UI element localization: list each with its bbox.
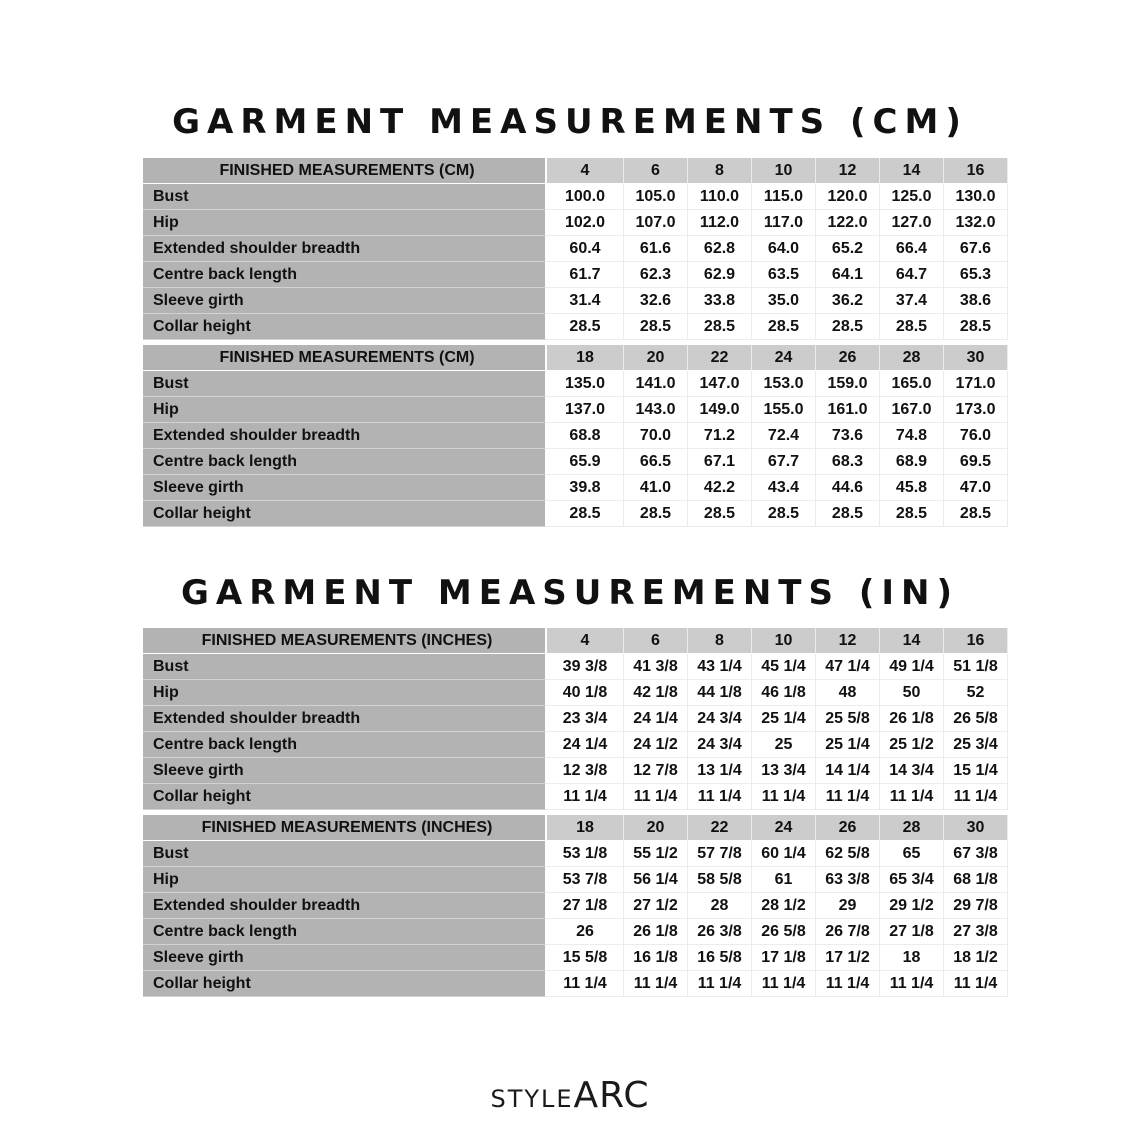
- measurement-cell: 11 1/4: [880, 971, 944, 997]
- measurement-cell: 63 3/8: [816, 867, 880, 893]
- size-header-cell: 24: [752, 345, 816, 371]
- measurement-cell: 44.6: [816, 475, 880, 501]
- measurement-cell: 100.0: [547, 184, 624, 210]
- measurement-cell: 32.6: [624, 288, 688, 314]
- row-label: Hip: [143, 397, 547, 423]
- measurement-cell: 147.0: [688, 371, 752, 397]
- measurement-cell: 60.4: [547, 236, 624, 262]
- measurement-cell: 68.8: [547, 423, 624, 449]
- size-header-cell: 22: [688, 345, 752, 371]
- measurement-cell: 117.0: [752, 210, 816, 236]
- measurement-cell: 67 3/8: [944, 841, 1008, 867]
- measurement-cell: 42 1/8: [624, 680, 688, 706]
- inches-measurement-table: [143, 628, 1008, 997]
- measurement-cell: 76.0: [944, 423, 1008, 449]
- measurement-cell: 26 7/8: [816, 919, 880, 945]
- size-header-cell: 14: [880, 158, 944, 184]
- measurement-cell: 12 7/8: [624, 758, 688, 784]
- table-row: [143, 475, 1008, 501]
- measurement-cell: 28.5: [547, 314, 624, 340]
- measurement-cell: 11 1/4: [944, 971, 1008, 997]
- measurement-cell: 12 3/8: [547, 758, 624, 784]
- size-header-cell: 14: [880, 628, 944, 654]
- row-label: Sleeve girth: [143, 288, 547, 314]
- row-label: Hip: [143, 867, 547, 893]
- measurement-cell: 26 5/8: [752, 919, 816, 945]
- size-header-cell: 20: [624, 345, 688, 371]
- measurement-cell: 27 1/2: [624, 893, 688, 919]
- size-header-cell: 16: [944, 158, 1008, 184]
- measurement-cell: 28.5: [880, 314, 944, 340]
- measurement-cell: 74.8: [880, 423, 944, 449]
- measurement-cell: 27 1/8: [547, 893, 624, 919]
- measurement-cell: 65.2: [816, 236, 880, 262]
- measurement-cell: 52: [944, 680, 1008, 706]
- measurement-cell: 65.3: [944, 262, 1008, 288]
- measurement-cell: 65 3/4: [880, 867, 944, 893]
- table-row: [143, 501, 1008, 527]
- table-row: [143, 314, 1008, 340]
- measurement-cell: 23 3/4: [547, 706, 624, 732]
- table-header-row: [143, 815, 1008, 841]
- size-header-cell: 6: [624, 628, 688, 654]
- measurement-cell: 62.3: [624, 262, 688, 288]
- measurement-cell: 18 1/2: [944, 945, 1008, 971]
- size-header-cell: 30: [944, 345, 1008, 371]
- measurement-cell: 122.0: [816, 210, 880, 236]
- measurement-cell: 60 1/4: [752, 841, 816, 867]
- measurement-cell: 62.9: [688, 262, 752, 288]
- measurement-cell: 66.5: [624, 449, 688, 475]
- table-row: [143, 288, 1008, 314]
- measurement-cell: 159.0: [816, 371, 880, 397]
- measurement-cell: 161.0: [816, 397, 880, 423]
- measurement-cell: 61: [752, 867, 816, 893]
- measurement-cell: 11 1/4: [944, 784, 1008, 810]
- measurement-cell: 11 1/4: [752, 971, 816, 997]
- row-label: Extended shoulder breadth: [143, 706, 547, 732]
- measurement-cell: 27 1/8: [880, 919, 944, 945]
- row-label: Centre back length: [143, 919, 547, 945]
- size-header-cell: 4: [547, 158, 624, 184]
- measurement-cell: 55 1/2: [624, 841, 688, 867]
- table-row: [143, 945, 1008, 971]
- measurement-cell: 125.0: [880, 184, 944, 210]
- row-label: Centre back length: [143, 262, 547, 288]
- row-label: Bust: [143, 184, 547, 210]
- measurement-cell: 68.3: [816, 449, 880, 475]
- measurement-cell: 11 1/4: [547, 971, 624, 997]
- measurement-cell: 64.1: [816, 262, 880, 288]
- size-header-cell: 28: [880, 345, 944, 371]
- measurement-cell: 26 3/8: [688, 919, 752, 945]
- table-row: [143, 236, 1008, 262]
- measurement-cell: 56 1/4: [624, 867, 688, 893]
- measurement-cell: 135.0: [547, 371, 624, 397]
- table-header-row: [143, 628, 1008, 654]
- size-header-cell: 18: [547, 815, 624, 841]
- measurement-cell: 24 3/4: [688, 732, 752, 758]
- row-label: Sleeve girth: [143, 758, 547, 784]
- table-row: [143, 971, 1008, 997]
- measurement-cell: 65.9: [547, 449, 624, 475]
- measurement-cell: 61.6: [624, 236, 688, 262]
- measurement-cell: 11 1/4: [688, 971, 752, 997]
- row-label: Extended shoulder breadth: [143, 423, 547, 449]
- measurement-cell: 110.0: [688, 184, 752, 210]
- measurement-cell: 25 3/4: [944, 732, 1008, 758]
- measurement-cell: 167.0: [880, 397, 944, 423]
- measurement-cell: 28 1/2: [752, 893, 816, 919]
- table-row: [143, 184, 1008, 210]
- measurement-cell: 25 5/8: [816, 706, 880, 732]
- measurement-cell: 57 7/8: [688, 841, 752, 867]
- row-label: Centre back length: [143, 732, 547, 758]
- measurement-cell: 58 5/8: [688, 867, 752, 893]
- measurement-cell: 171.0: [944, 371, 1008, 397]
- stylearc-logo: [0, 1075, 1140, 1116]
- measurement-cell: 24 1/2: [624, 732, 688, 758]
- row-label: Bust: [143, 371, 547, 397]
- measurement-cell: 29 1/2: [880, 893, 944, 919]
- size-header-cell: 22: [688, 815, 752, 841]
- table-row: [143, 706, 1008, 732]
- measurement-cell: 50: [880, 680, 944, 706]
- table-row: [143, 893, 1008, 919]
- measurement-cell: 67.6: [944, 236, 1008, 262]
- measurement-cell: 11 1/4: [547, 784, 624, 810]
- table-row: [143, 262, 1008, 288]
- table-row: [143, 423, 1008, 449]
- measurement-cell: 26 1/8: [880, 706, 944, 732]
- table-row: [143, 654, 1008, 680]
- measurement-cell: 13 1/4: [688, 758, 752, 784]
- measurement-cell: 68 1/8: [944, 867, 1008, 893]
- table-row: [143, 371, 1008, 397]
- row-label: Collar height: [143, 314, 547, 340]
- size-header-cell: 18: [547, 345, 624, 371]
- measurement-cell: 29 7/8: [944, 893, 1008, 919]
- measurement-cell: 51 1/8: [944, 654, 1008, 680]
- measurement-cell: 38.6: [944, 288, 1008, 314]
- measurement-cell: 27 3/8: [944, 919, 1008, 945]
- row-label: Bust: [143, 841, 547, 867]
- measurement-cell: 115.0: [752, 184, 816, 210]
- measurement-cell: 66.4: [880, 236, 944, 262]
- measurement-cell: 67.1: [688, 449, 752, 475]
- measurement-cell: 28.5: [688, 501, 752, 527]
- row-label: Hip: [143, 680, 547, 706]
- measurement-cell: 24 1/4: [624, 706, 688, 732]
- table-row: [143, 919, 1008, 945]
- measurement-cell: 71.2: [688, 423, 752, 449]
- measurement-cell: 28.5: [816, 314, 880, 340]
- measurement-cell: 36.2: [816, 288, 880, 314]
- measurement-cell: 33.8: [688, 288, 752, 314]
- table-row: [143, 758, 1008, 784]
- size-header-cell: 4: [547, 628, 624, 654]
- measurement-cell: 16 5/8: [688, 945, 752, 971]
- measurement-cell: 25: [752, 732, 816, 758]
- table-header-row: [143, 158, 1008, 184]
- measurement-cell: 11 1/4: [688, 784, 752, 810]
- measurement-cell: 44 1/8: [688, 680, 752, 706]
- measurement-cell: 25 1/2: [880, 732, 944, 758]
- row-label: Collar height: [143, 971, 547, 997]
- measurement-cell: 41 3/8: [624, 654, 688, 680]
- row-label: Collar height: [143, 501, 547, 527]
- size-header-cell: 8: [688, 158, 752, 184]
- measurement-cell: 37.4: [880, 288, 944, 314]
- measurement-cell: 153.0: [752, 371, 816, 397]
- measurement-cell: 64.0: [752, 236, 816, 262]
- row-label: Collar height: [143, 784, 547, 810]
- row-label: Extended shoulder breadth: [143, 236, 547, 262]
- measurement-cell: 65: [880, 841, 944, 867]
- measurement-cell: 11 1/4: [752, 784, 816, 810]
- measurement-cell: 11 1/4: [880, 784, 944, 810]
- measurement-cell: 69.5: [944, 449, 1008, 475]
- row-label: Sleeve girth: [143, 475, 547, 501]
- measurement-cell: 11 1/4: [624, 784, 688, 810]
- measurement-cell: 28: [688, 893, 752, 919]
- measurement-cell: 15 5/8: [547, 945, 624, 971]
- logo-arc-text: ARC: [573, 1075, 650, 1116]
- table-row: [143, 732, 1008, 758]
- table-row: [143, 867, 1008, 893]
- measurement-cell: 73.6: [816, 423, 880, 449]
- measurement-cell: 28.5: [624, 314, 688, 340]
- measurement-cell: 39 3/8: [547, 654, 624, 680]
- measurement-cell: 25 1/4: [752, 706, 816, 732]
- measurement-cell: 13 3/4: [752, 758, 816, 784]
- measurement-cell: 26: [547, 919, 624, 945]
- measurement-cell: 43 1/4: [688, 654, 752, 680]
- measurement-cell: 70.0: [624, 423, 688, 449]
- table-row: [143, 841, 1008, 867]
- measurement-cell: 53 7/8: [547, 867, 624, 893]
- measurement-cell: 17 1/8: [752, 945, 816, 971]
- header-label: FINISHED MEASUREMENTS (CM): [143, 345, 547, 371]
- measurement-cell: 16 1/8: [624, 945, 688, 971]
- table-row: [143, 680, 1008, 706]
- measurement-cell: 28.5: [880, 501, 944, 527]
- measurement-cell: 107.0: [624, 210, 688, 236]
- measurement-cell: 47.0: [944, 475, 1008, 501]
- size-header-cell: 28: [880, 815, 944, 841]
- header-label: FINISHED MEASUREMENTS (INCHES): [143, 628, 547, 654]
- measurement-cell: 35.0: [752, 288, 816, 314]
- measurement-cell: 141.0: [624, 371, 688, 397]
- measurement-cell: 42.2: [688, 475, 752, 501]
- measurement-cell: 11 1/4: [816, 971, 880, 997]
- measurement-cell: 26 5/8: [944, 706, 1008, 732]
- logo-style-text: STYLE: [490, 1085, 574, 1113]
- measurement-cell: 28.5: [816, 501, 880, 527]
- measurement-cell: 15 1/4: [944, 758, 1008, 784]
- measurement-cell: 46 1/8: [752, 680, 816, 706]
- measurement-cell: 14 3/4: [880, 758, 944, 784]
- measurement-cell: 28.5: [944, 501, 1008, 527]
- table-row: [143, 784, 1008, 810]
- measurement-cell: 61.7: [547, 262, 624, 288]
- measurement-cell: 28.5: [752, 314, 816, 340]
- measurement-cell: 49 1/4: [880, 654, 944, 680]
- measurement-cell: 11 1/4: [624, 971, 688, 997]
- cm-section-title: GARMENT MEASUREMENTS (CM): [172, 102, 968, 142]
- measurement-cell: 24 1/4: [547, 732, 624, 758]
- header-label: FINISHED MEASUREMENTS (CM): [143, 158, 547, 184]
- size-header-cell: 12: [816, 158, 880, 184]
- row-label: Sleeve girth: [143, 945, 547, 971]
- measurement-cell: 28.5: [547, 501, 624, 527]
- table-row: [143, 397, 1008, 423]
- size-header-cell: 16: [944, 628, 1008, 654]
- row-label: Extended shoulder breadth: [143, 893, 547, 919]
- measurement-cell: 25 1/4: [816, 732, 880, 758]
- size-header-cell: 10: [752, 628, 816, 654]
- measurement-cell: 31.4: [547, 288, 624, 314]
- size-header-cell: 8: [688, 628, 752, 654]
- measurement-cell: 155.0: [752, 397, 816, 423]
- size-header-cell: 10: [752, 158, 816, 184]
- size-header-cell: 24: [752, 815, 816, 841]
- inches-section-title: GARMENT MEASUREMENTS (IN): [180, 573, 960, 613]
- measurement-cell: 28.5: [688, 314, 752, 340]
- measurement-cell: 72.4: [752, 423, 816, 449]
- size-header-cell: 26: [816, 345, 880, 371]
- measurement-cell: 41.0: [624, 475, 688, 501]
- measurement-cell: 127.0: [880, 210, 944, 236]
- measurement-cell: 17 1/2: [816, 945, 880, 971]
- measurement-cell: 68.9: [880, 449, 944, 475]
- row-label: Hip: [143, 210, 547, 236]
- measurement-cell: 26 1/8: [624, 919, 688, 945]
- measurement-cell: 63.5: [752, 262, 816, 288]
- size-header-cell: 30: [944, 815, 1008, 841]
- cm-measurement-table: [143, 158, 1008, 527]
- measurement-cell: 143.0: [624, 397, 688, 423]
- measurement-cell: 112.0: [688, 210, 752, 236]
- measurement-cell: 130.0: [944, 184, 1008, 210]
- measurement-cell: 132.0: [944, 210, 1008, 236]
- size-header-cell: 12: [816, 628, 880, 654]
- measurement-cell: 47 1/4: [816, 654, 880, 680]
- table-row: [143, 210, 1008, 236]
- measurement-cell: 45 1/4: [752, 654, 816, 680]
- measurement-cell: 28.5: [624, 501, 688, 527]
- size-header-cell: 6: [624, 158, 688, 184]
- table-row: [143, 449, 1008, 475]
- measurement-cell: 102.0: [547, 210, 624, 236]
- measurement-cell: 165.0: [880, 371, 944, 397]
- measurement-cell: 39.8: [547, 475, 624, 501]
- table-header-row: [143, 345, 1008, 371]
- row-label: Bust: [143, 654, 547, 680]
- measurement-cell: 28.5: [944, 314, 1008, 340]
- measurement-cell: 62 5/8: [816, 841, 880, 867]
- measurement-cell: 29: [816, 893, 880, 919]
- measurement-cell: 48: [816, 680, 880, 706]
- header-label: FINISHED MEASUREMENTS (INCHES): [143, 815, 547, 841]
- measurement-cell: 24 3/4: [688, 706, 752, 732]
- size-header-cell: 20: [624, 815, 688, 841]
- measurement-cell: 149.0: [688, 397, 752, 423]
- measurement-cell: 64.7: [880, 262, 944, 288]
- measurement-cell: 40 1/8: [547, 680, 624, 706]
- measurement-cell: 173.0: [944, 397, 1008, 423]
- measurement-cell: 120.0: [816, 184, 880, 210]
- measurement-cell: 67.7: [752, 449, 816, 475]
- measurement-cell: 11 1/4: [816, 784, 880, 810]
- row-label: Centre back length: [143, 449, 547, 475]
- measurement-cell: 105.0: [624, 184, 688, 210]
- measurement-cell: 14 1/4: [816, 758, 880, 784]
- measurement-cell: 28.5: [752, 501, 816, 527]
- measurement-cell: 18: [880, 945, 944, 971]
- size-header-cell: 26: [816, 815, 880, 841]
- measurement-cell: 137.0: [547, 397, 624, 423]
- measurement-cell: 43.4: [752, 475, 816, 501]
- measurement-cell: 45.8: [880, 475, 944, 501]
- measurement-cell: 62.8: [688, 236, 752, 262]
- measurement-cell: 53 1/8: [547, 841, 624, 867]
